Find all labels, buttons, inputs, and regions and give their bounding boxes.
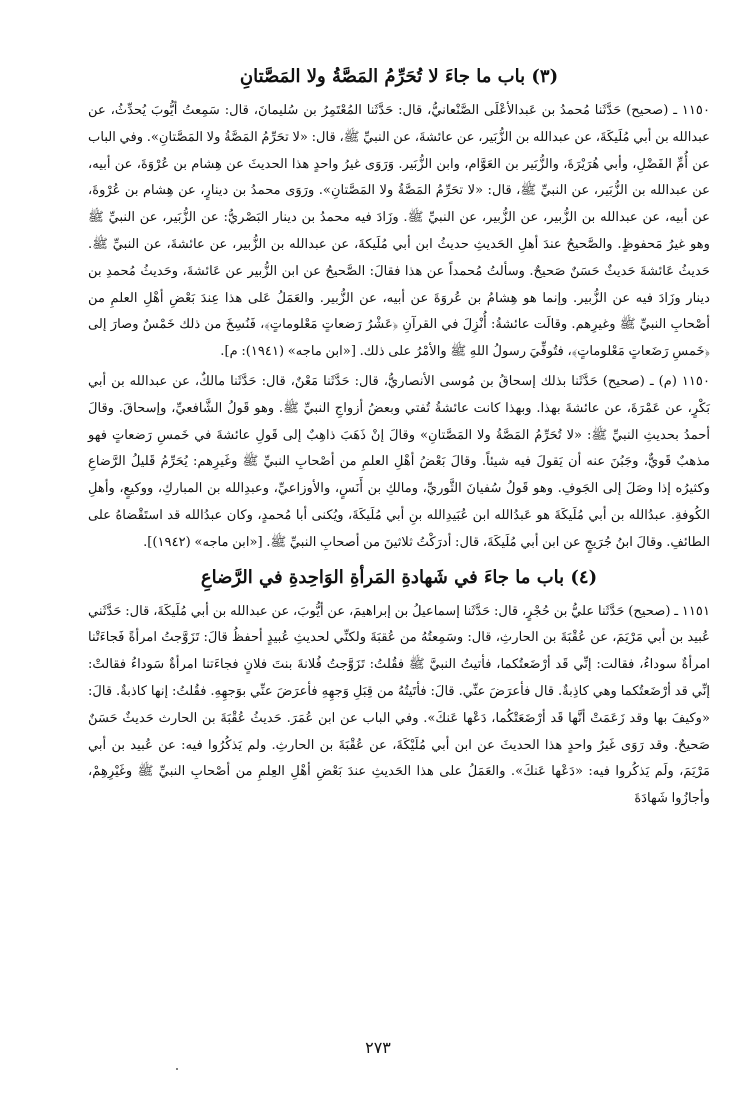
hadith-1151: ١١٥١ ـ (صحيح) حَدَّثَنا عليُّ بن حُجْرٍ، قال: حَدَّثَنا إسماعيلُ بن إبراهيمَ، عن أيُّوبَ، عن عبدالله بن أبي مُلَيكَةَ، قال: حَدَّثَني عُبيد بن أبي مَرْيَمَ، عن عُقْبَةَ بن الحارثِ، قال: وسَمِعتُهُ من عُقبَةَ ولكنِّي لحديثِ عُبيدٍ أحفظُ قالَ: تَزَوَّجتُ امرأةً فَجاءَتْنا امرأةٌ سوداءُ، فقالت: إنِّي قَد أرْضَعتُكما، فأتيتُ النبيَّ ﷺ فقُلتُ: تَزَوَّجتُ فُلانةَ بنتَ فلانٍ فجاءَتنا امرأةٌ سَوداءُ فقالتْ: إنِّي قد أرْضَعتُكما وهي كاذِبةٌ. قال فأعرَضَ عنِّي. قالَ: فأتَيتُهُ من قِبَلِ وَجهِهِ فأعرَضَ عنِّي بوَجهِهِ. فقُلتُ: إنها كاذبةٌ. قالَ: «وكيفَ بها وقد زَعَمَتْ أنَّها قَد أرْضَعَتْكُما، دَعْها عَنكَ». وفي الباب عن ابن عُمَرَ. حَديثُ عُقْبَةَ بن الحارث حَديثٌ حَسَنٌ صَحيحٌ. وقد رَوَى غَيرُ واحدٍ هذا الحديثَ عن ابن أبي مُلَيْكَةَ، عن عُقْبَةَ بن الحارثِ. ولم يَذكُرُوا فيه: عن عُبيد بن أبي مَرْيَمَ، ولَم يَذكُروا فيه: «دَعْها عَنكَ». والعَمَلُ على هذا الحَديثِ عندَ بَعْضِ أهْلِ العِلمِ من أصْحابِ النبيِّ ﷺ وغَيْرِهِمْ، وأجازُوا شَهادَةَ (88, 603, 710, 807)
page-body (88, 56, 710, 816)
chapter-title-3: (٣) باب ما جاءَ لا تُحَرِّمُ المَصَّةُ ولا المَصَّتانِ (239, 66, 559, 87)
chapter-title-4: (٤) باب ما جاءَ في شَهادةِ المَرأةِ الوَاحِدةِ في الرَّضاعِ (200, 566, 598, 588)
hadith-1150-m: ١١٥٠ (م) ـ (صحيح) حَدَّثَنا بذلك إسحاقُ بن مُوسى الأنصاريُّ، قال: حَدَّثَنا مَعْنٌ، قال: حَدَّثَنا مالكٌ، عن عبدالله بن أبي بَكْرٍ، عن عَمْرَةَ، عن عائشةَ بهذا. وبهذا كانت عائشةُ تُفتي وبعضُ أزواجِ النبيِّ ﷺ. وهو قَولُ الشَّافعيِّ، وإسحاقَ. وقالَ أحمدُ بحديثِ النبيِّ ﷺ: «لا تُحَرِّمُ المَصَّةُ ولا المَصَّتانِ» وقالَ إنْ ذَهَبَ ذاهِبٌ إلى قَولِ عائشةَ في خَمسِ رَضعاتٍ فهو مذهبٌ قَويٌّ، وجَبُنَ عنه أن يَقولَ فيه شيئاً. وقالَ بَعْضُ أهْلِ العلمِ من أصْحابِ النبيِّ ﷺ وغَيرِهم: يُحَرِّمُ قَليلُ الرَّضاعِ وكثيرُه إذا وصَلَ إلى الجَوفِ. وهو قَولُ سُفيانَ الثَّوريِّ، ومالكِ بن أَنَسٍ، والأوزاعيِّ، وعبدِالله بن المباركِ، ووكيعٍ، وأهلِ الكُوفةِ. عبدُالله بن أبي مُلَيكَةَ هو عَبدُالله ابن عُبَيدِالله بنِ أبي مُلَيكَةَ، ويُكنى أبا مُحمدٍ، وكان عبدُالله قد استَقْضاهُ على الطائفِ. وقالَ ابنُ جُرَيجٍ عن ابن أبي مُلَيكَةَ، قال: أدرَكْتُ ثلاثينَ من أصحابِ النبيِّ ﷺ. [«ابن ماجه» (١٩٤٢)]. (88, 373, 710, 550)
print-speck (176, 1068, 178, 1070)
page-number: ٢٧٣ (365, 1038, 391, 1057)
hadith-1150: ١١٥٠ ـ (صحيح) حَدَّثَنا مُحمدُ بن عَبدالأعْلَى الصَّنْعانيُّ، قال: حَدَّثَنا المُعْتَمِرُ بن سُليمانَ، قال: سَمِعتُ أيُّوبَ يُحدِّثُ، عن عبدالله بن أبي مُلَيكَةَ، عن عبدالله بن الزُّبَير، عن عائشةَ، عن النبيِّ ﷺ، قال: «لا تحَرِّمُ المَصَّةُ ولا المَصَّتانِ». وفي الباب عن أُمِّ الفَضْلِ، وأبي هُرَيْرَةَ، والزُّبَير بن العَوَّام، وابن الزُّبَير. وَرَوَى غيرُ واحدٍ هذا الحديثَ عن هِشام بن عُرْوَةَ، عن أبيه، عن عبدالله بن الزُّبَير، عن النبيِّ ﷺ، قال: «لا تحَرِّمُ المَصَّةُ ولا المَصَّتانِ». ورَوَى محمدُ بن دينارٍ، عن هِشام بن عُرْوةَ، عن أبيه، عن عبدالله بن الزُّبير، عن الزُّبير، عن النبيِّ ﷺ. وزَادَ فيه محمدُ بن دينار البَصْريُّ: عن الزُّبَير، عن النبيِّ ﷺ وهو غيرُ مَحفوظٍ. والصَّحيحُ عندَ أهلِ الحَديثِ حديثُ ابن أبي مُلَيكةَ، عن عبدالله بن الزُّبير، عن عائشةَ، عن النبيِّ ﷺ. حَديثُ عَائشةَ حَديثٌ حَسَنٌ صَحيحٌ. وسألتُ مُحمداً عن هذا فقالَ: الصَّحيحُ عن ابن الزُّبير عن عَائشةَ، وحَديثُ مُحمدِ بن دينار وزَادَ فيه عن الزُّبير. وإنما هو هِشامُ بن عُروَةَ عن أبيه، عن الزُّبير. والعَمَلُ عَلى هذا عِندَ بَعْضِ أهْلِ العلمِ من أصْحابِ النبيِّ ﷺ وغيرِهم. وقالَت عائشةُ: أُنْزِلَ في القرآنِ ﴿عَشْرُ رَضعاتٍ مَعْلوماتٍ﴾، فَنُسِخَ من ذلك خَمْسٌ وصارَ إلى ﴿خَمسِ رَضَعاتٍ مَعْلوماتٍ﴾، فتُوفِّيَ رسولُ اللهِ ﷺ والأمْرُ على ذلك. [«ابن ماجه» (١٩٤١): م]. (88, 103, 710, 360)
